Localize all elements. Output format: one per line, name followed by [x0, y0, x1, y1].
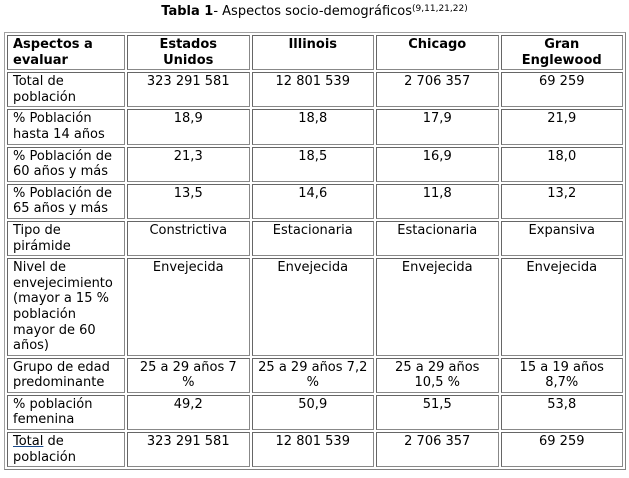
table-row [7, 258, 623, 356]
row-label: % Población de 65 años y más [7, 184, 125, 219]
table-cell: 18,0 [501, 147, 624, 182]
header-cell: Aspectos a evaluar [7, 35, 125, 70]
table-cell: 323 291 581 [127, 432, 250, 467]
header-cell: Illinois [252, 35, 375, 70]
header-cell: Chicago [376, 35, 499, 70]
table-cell: 14,6 [252, 184, 375, 219]
table-cell: 12 801 539 [252, 432, 375, 467]
row-label-underlined: Total [13, 434, 44, 450]
row-label: % población femenina [7, 395, 125, 430]
table-cell: 21,9 [501, 109, 624, 144]
table-cell: 49,2 [127, 395, 250, 430]
table-cell: Estacionaria [252, 221, 375, 256]
table-cell: 25 a 29 años 10,5 % [376, 358, 499, 393]
row-label [7, 432, 125, 467]
row-label: Total de población [7, 72, 125, 107]
table-cell: 51,5 [376, 395, 499, 430]
table-cell: 15 a 19 años 8,7% [501, 358, 624, 393]
caption-refs: (9,11,21,22) [412, 4, 468, 14]
table-cell: Expansiva [501, 221, 624, 256]
table-cell: 21,3 [127, 147, 250, 182]
row-label: Tipo de pirámide [7, 221, 125, 256]
header-cell: Estados Unidos [127, 35, 250, 70]
table-cell: 50,9 [252, 395, 375, 430]
caption-text: - Aspectos socio-demográficos [213, 4, 413, 19]
table-cell: 13,5 [127, 184, 250, 219]
table-cell: Envejecida [376, 258, 499, 356]
table-cell: 25 a 29 años 7 % [127, 358, 250, 393]
caption-label: Tabla 1 [161, 4, 214, 19]
table-caption [0, 0, 629, 20]
socio-demographic-table [4, 32, 626, 470]
table-cell: 2 706 357 [376, 432, 499, 467]
table-cell: 18,9 [127, 109, 250, 144]
table-cell: 13,2 [501, 184, 624, 219]
table-cell: Envejecida [252, 258, 375, 356]
table-row [7, 432, 623, 467]
table-cell: 18,5 [252, 147, 375, 182]
table-cell: 25 a 29 años 7,2 % [252, 358, 375, 393]
table-cell: 323 291 581 [127, 72, 250, 107]
table-row [7, 358, 623, 393]
table-cell: 12 801 539 [252, 72, 375, 107]
table-cell: 11,8 [376, 184, 499, 219]
table-cell: 16,9 [376, 147, 499, 182]
table-cell: Constrictiva [127, 221, 250, 256]
table-row [7, 221, 623, 256]
table-row [7, 109, 623, 144]
row-label: % Población de 60 años y más [7, 147, 125, 182]
table-cell: Envejecida [501, 258, 624, 356]
table-cell: 17,9 [376, 109, 499, 144]
table-row [7, 72, 623, 107]
row-label: % Población hasta 14 años [7, 109, 125, 144]
header-cell: Gran Englewood [501, 35, 624, 70]
table-cell: Estacionaria [376, 221, 499, 256]
table-row [7, 395, 623, 430]
row-label: Nivel de envejecimiento (mayor a 15 % población mayor de 60 años) [7, 258, 125, 356]
table-cell: 18,8 [252, 109, 375, 144]
table-row [7, 184, 623, 219]
table-row [7, 147, 623, 182]
table-cell: 69 259 [501, 72, 624, 107]
table-cell: 53,8 [501, 395, 624, 430]
table-cell: 69 259 [501, 432, 624, 467]
table-cell: Envejecida [127, 258, 250, 356]
row-label: Grupo de edad predominante [7, 358, 125, 393]
row-label-rest: de población [13, 434, 76, 465]
table-cell: 2 706 357 [376, 72, 499, 107]
header-row [7, 35, 623, 70]
